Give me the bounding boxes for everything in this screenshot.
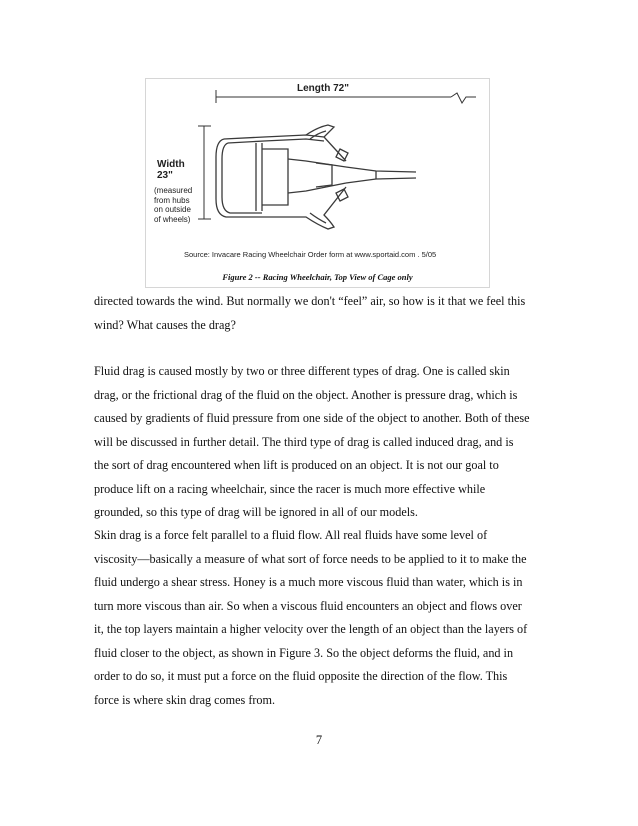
- text-line: it, the top layers maintain a higher velocity over the length of an object than the layers of: [94, 622, 528, 636]
- text-line: the sort of drag encountered when lift is produced on an object. It is not our goal to: [94, 458, 499, 472]
- width-label-title: Width: [157, 159, 185, 170]
- text-line: directed towards the wind. But normally we don't “feel” air, so how is it that we feel this: [94, 294, 526, 308]
- text-line: caused by gradients of fluid pressure from one side of the object to another. Both of these: [94, 411, 530, 425]
- width-note-line: from hubs: [154, 195, 190, 205]
- figure-racing-wheelchair: [145, 78, 490, 288]
- paragraph-2: [94, 360, 556, 525]
- width-label-value: 23": [157, 170, 173, 181]
- text-line: drag, or the frictional drag of the fluid on the object. Another is pressure drag, which is: [94, 387, 518, 402]
- text-line: Fluid drag is caused mostly by two or three different types of drag. One is called skin: [94, 364, 510, 378]
- text-line: Skin drag is a force felt parallel to a fluid flow. All real fluids have some level of: [94, 528, 488, 542]
- text-line: force is where skin drag comes from.: [94, 692, 276, 707]
- width-label: [157, 159, 185, 181]
- text-line: turn more viscous than air. So when a viscous fluid encounters an object and flows over: [94, 598, 522, 613]
- cage-frame: [216, 125, 416, 229]
- figure-caption: Figure 2 -- Racing Wheelchair, Top View of Cage only: [222, 272, 413, 282]
- text-line: wind? What causes the drag?: [94, 317, 236, 332]
- text-line: fluid undergo a shear stress. Honey is a much more viscous fluid than water, which is in: [94, 575, 523, 589]
- text-line: grounded, so this type of drag will be ignored in all of our models.: [94, 505, 418, 519]
- width-note-line: of wheels): [154, 214, 191, 224]
- paragraph-3: [94, 524, 556, 712]
- figure-source: Source: Invacare Racing Wheelchair Order form at www.sportaid.com . 5/05: [184, 250, 437, 259]
- text-line: viscosity—basically a measure of what sort of force needs to be applied to it to make the: [94, 551, 527, 566]
- length-label: Length 72": [297, 83, 349, 94]
- text-line: fluid closer to the object, as shown in Figure 3. So the object deforms the fluid, and in: [94, 645, 514, 660]
- text-line: will be discussed in further detail. The third type of drag is called induced drag, and is: [94, 434, 514, 449]
- width-note-line: on outside: [154, 205, 191, 214]
- page-number: 7: [315, 733, 323, 747]
- text-line: produce lift on a racing wheelchair, since the racer is much more effective while: [94, 481, 486, 496]
- width-note: [154, 186, 192, 224]
- width-dimension-line: [198, 126, 211, 219]
- paragraph-1: [94, 290, 556, 337]
- text-line: order to do so, it must put a force on the fluid opposite the direction of the flow. This: [94, 669, 508, 683]
- width-note-line: (measured: [154, 186, 193, 195]
